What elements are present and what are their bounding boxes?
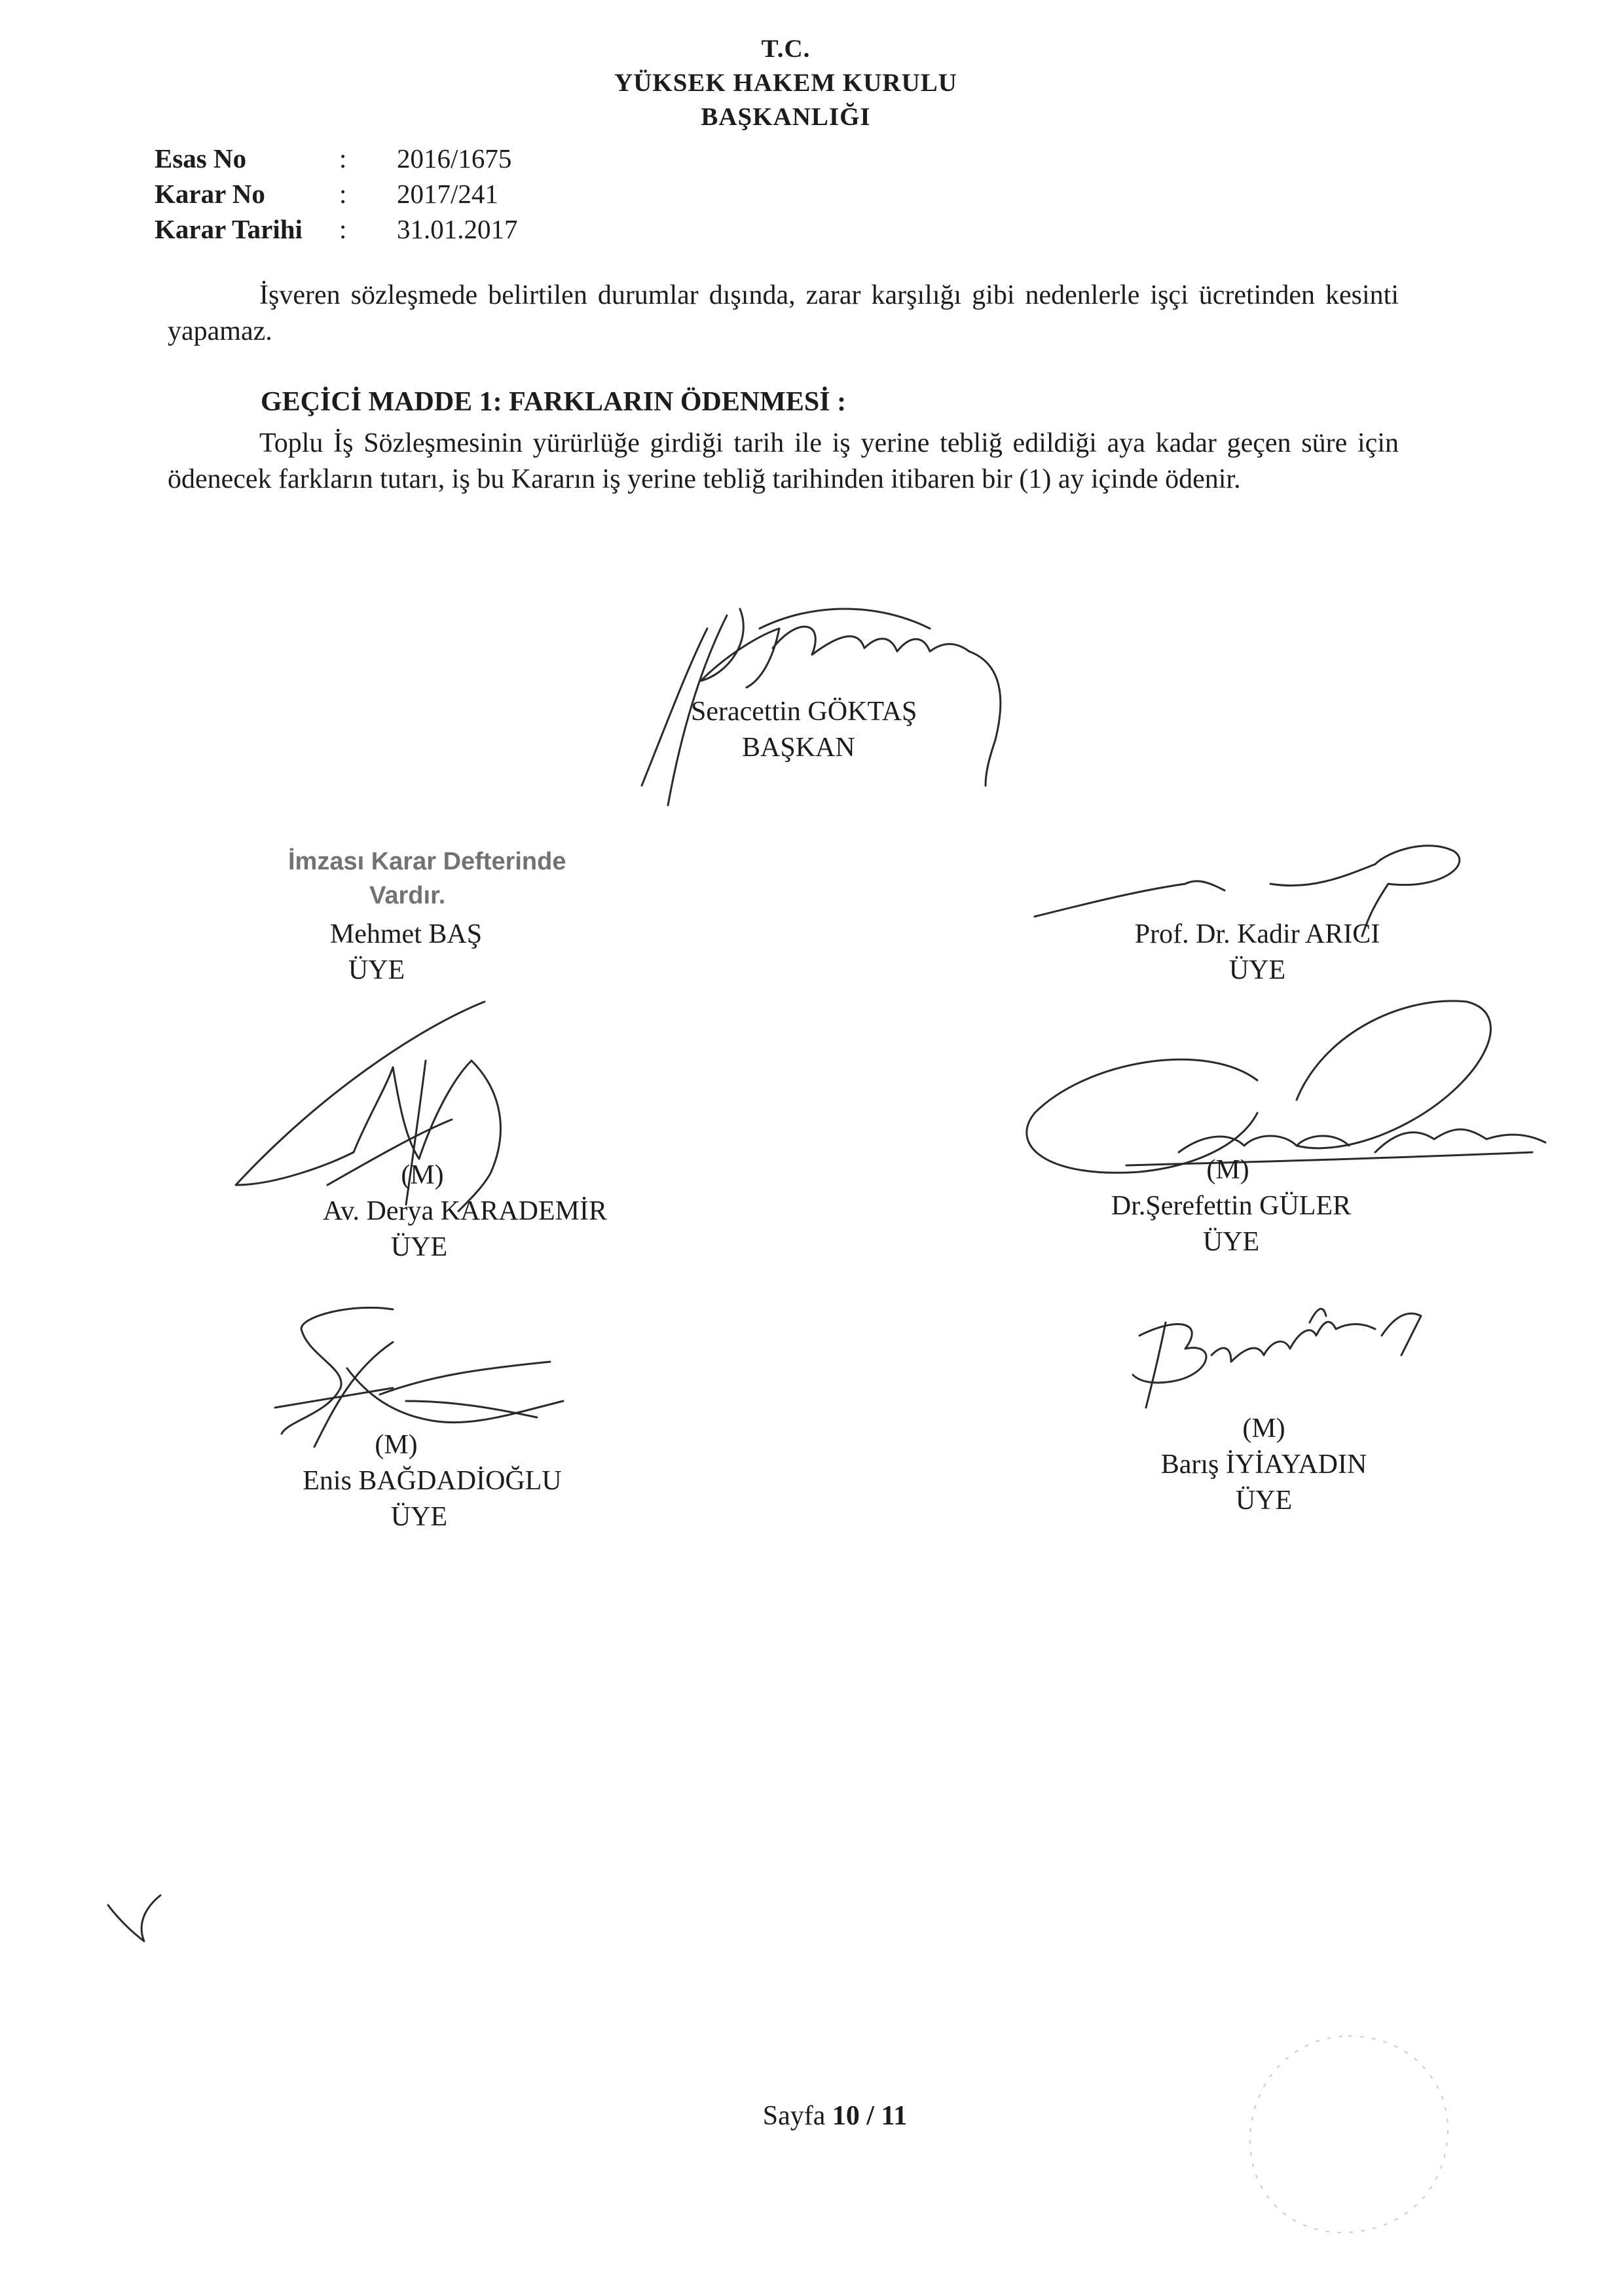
- signatory-name: Barış İYİAYADIN: [1160, 1449, 1367, 1480]
- signatory-mehmet: [255, 917, 557, 989]
- faint-seal-icon: [1231, 2023, 1467, 2246]
- signatory-mark: (M): [375, 1430, 418, 1460]
- section-title: GEÇİCİ MADDE 1: FARKLARIN ÖDENMESİ :: [261, 387, 847, 417]
- meta-label: Karar Tarihi: [155, 214, 303, 244]
- page-number: 10 / 11: [832, 2101, 908, 2131]
- signatory-role: ÜYE: [390, 1502, 448, 1532]
- signature-register-stamp: [288, 845, 566, 913]
- signatory-derya: [282, 1157, 648, 1266]
- stamp-line-2: Vardır.: [369, 882, 446, 909]
- signatory-baris: [1080, 1411, 1447, 1519]
- footer-prefix: Sayfa: [762, 2101, 826, 2131]
- meta-colon: :: [339, 214, 347, 244]
- header-presidency: BAŞKANLIĞI: [701, 103, 871, 131]
- header-tc: T.C.: [761, 35, 811, 63]
- meta-value: 2016/1675: [397, 143, 512, 173]
- page-footer: [0, 2100, 1624, 2132]
- meta-colon: :: [339, 179, 347, 209]
- signatory-name: Prof. Dr. Kadir ARICI: [1134, 919, 1380, 949]
- signatory-serefettin: [1048, 1152, 1414, 1260]
- meta-colon: :: [339, 143, 347, 173]
- signatory-role: BAŞKAN: [742, 733, 855, 763]
- signatory-role: ÜYE: [1235, 1485, 1293, 1516]
- signatory-president: [691, 694, 917, 766]
- header-institution: YÜKSEK HAKEM KURULU: [614, 69, 957, 97]
- meta-value: 2017/241: [397, 179, 498, 209]
- meta-label: Karar No: [155, 179, 265, 209]
- signatory-name: Mehmet BAŞ: [329, 919, 483, 949]
- stamp-line-1: İmzası Karar Defterinde: [288, 848, 566, 875]
- meta-value: 31.01.2017: [397, 214, 518, 244]
- signatory-name: Seracettin GÖKTAŞ: [691, 697, 917, 727]
- signatory-role: ÜYE: [1202, 1227, 1260, 1257]
- signatory-role: ÜYE: [1228, 955, 1286, 985]
- margin-checkmark-icon: [105, 1892, 164, 1944]
- signatory-mark: (M): [1206, 1155, 1249, 1185]
- paragraph-deduction: İşveren sözleşmede belirtilen durumlar dışında, zarar karşılığı gibi nedenlerle işçi ücretinden kesinti yapamaz.: [168, 280, 1399, 346]
- signatory-name: Dr.Şerefettin GÜLER: [1111, 1191, 1352, 1221]
- signatory-role: ÜYE: [348, 955, 405, 985]
- signatory-role: ÜYE: [390, 1232, 448, 1262]
- meta-label: Esas No: [155, 143, 247, 173]
- signatory-mark: (M): [401, 1160, 444, 1190]
- signatory-name: Av. Derya KARADEMİR: [323, 1196, 607, 1226]
- paragraph-payment: Toplu İş Sözleşmesinin yürürlüğe girdiği tarih ile iş yerine tebliğ edildiği aya kadar geçen süre için ödenecek farkların tutarı, iş bu Kararın iş yerine tebliğ tarihinden itibaren bir (1) ay içinde ödenir.: [168, 428, 1399, 494]
- signatory-mark: (M): [1242, 1413, 1285, 1444]
- signatory-name: Enis BAĞDADİOĞLU: [303, 1466, 562, 1496]
- signature-baris-icon: [1100, 1296, 1441, 1414]
- signatory-enis: [262, 1427, 602, 1535]
- signatory-kadir: [1074, 917, 1441, 989]
